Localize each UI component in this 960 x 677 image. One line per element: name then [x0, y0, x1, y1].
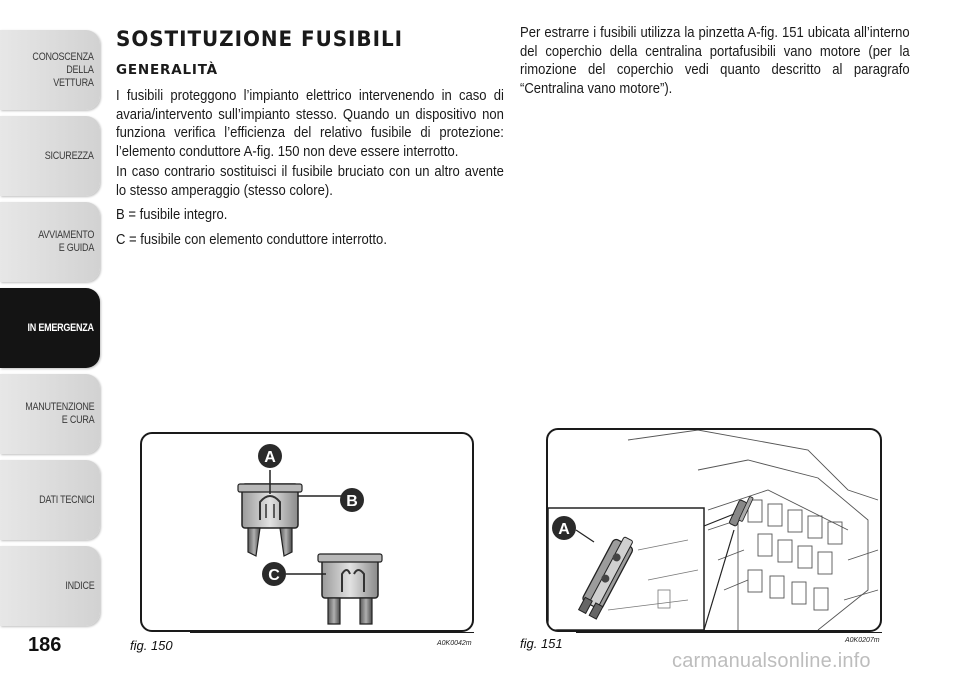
- figure-151-caption: fig. 151: [520, 636, 563, 651]
- paragraph-1: I fusibili proteggono l’impianto elettrico intervenendo in caso di avaria/intervento sull’impianto stesso. Quando un dispositivo non funziona verifica l’efficienza del relativo fusibile di protezione: l’elemento conduttore A-fig. 150 non deve essere interrotto.: [116, 88, 504, 160]
- right-column: [520, 24, 910, 98]
- figure-151-divider: [576, 632, 882, 633]
- tab-sicurezza[interactable]: [0, 116, 100, 196]
- figure-151-code: A0K0207m: [845, 637, 880, 644]
- callout-b-label: B: [346, 493, 358, 510]
- watermark: carmanualsonline.info: [672, 650, 871, 672]
- fuse-box-illustration: [548, 430, 880, 630]
- callout-c: [262, 562, 286, 586]
- tab-dati-tecnici[interactable]: [0, 460, 100, 540]
- tab-avviamento-e-guida[interactable]: [0, 202, 100, 282]
- paragraph-4: C = fusibile con elemento conduttore interrotto.: [116, 231, 387, 248]
- figure-150-fuses: [140, 432, 474, 632]
- paragraph-3: B = fusibile integro.: [116, 207, 228, 223]
- figure-150-divider: [190, 632, 474, 633]
- callout-a-label: A: [264, 449, 276, 466]
- callout-b: [340, 488, 364, 512]
- tab-label: SICUREZZA: [45, 149, 94, 162]
- callout-c-label: C: [268, 567, 280, 584]
- callout-a: [258, 444, 282, 468]
- tab-label: CONOSCENZA DELLA VETTURA: [32, 50, 94, 89]
- page-number: 186: [28, 634, 62, 656]
- figure-151-fuse-box: [546, 428, 882, 632]
- figure-150-caption: fig. 150: [130, 638, 173, 653]
- tab-label: IN EMERGENZA: [27, 321, 94, 334]
- left-column: [116, 27, 504, 249]
- tab-label: DATI TECNICI: [38, 493, 94, 506]
- tab-label: INDICE: [64, 579, 94, 592]
- section-title: SOSTITUZIONE FUSIBILI: [116, 27, 403, 51]
- paragraph-right-1: Per estrarre i fusibili utilizza la pinzetta A-fig. 151 ubicata all’interno del coperchio della centralina portafusibili vano motore (per la rimozione del coperchio vedi quanto descritto al paragrafo “Centralina vano motore”).: [520, 25, 910, 97]
- tab-indice[interactable]: [0, 546, 100, 626]
- figure-150-code: A0K0042m: [437, 640, 472, 647]
- fuse-blown: [318, 554, 382, 624]
- chapter-sidebar: [0, 0, 104, 677]
- tab-label: MANUTENZIONE E CURA: [24, 401, 94, 426]
- paragraph-2: In caso contrario sostituisci il fusibile bruciato con un altro avente lo stesso amperaggio (stesso colore).: [116, 164, 504, 199]
- tab-label: AVVIAMENTO E GUIDA: [38, 229, 94, 254]
- tab-manutenzione-e-cura[interactable]: [0, 374, 100, 454]
- fuse-illustration: [142, 434, 472, 630]
- callout-a: [552, 516, 576, 540]
- callout-a-label: A: [558, 521, 570, 538]
- tab-conoscenza-della-vettura[interactable]: [0, 30, 100, 110]
- tab-in-emergenza[interactable]: [0, 288, 100, 368]
- fuse-intact: [238, 484, 302, 556]
- section-subtitle: GENERALITÀ: [116, 61, 218, 78]
